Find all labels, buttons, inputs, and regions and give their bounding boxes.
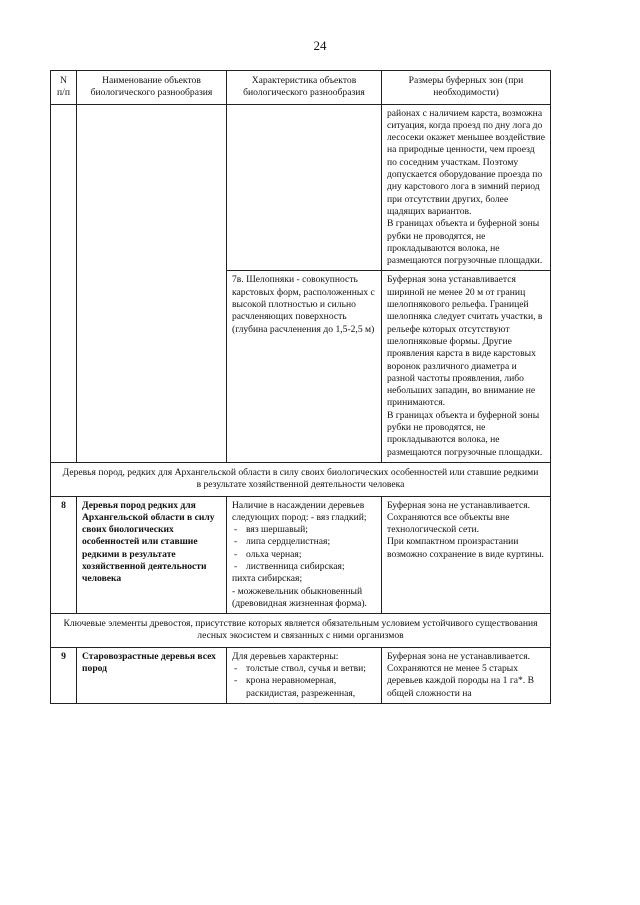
buffer-text: районах с наличием карста, возможна ситуация, когда проезд по дну лога до лесосеки окажет меньшее воздействие на природные ценности, чем проезд по соседним участкам. Поэтому допускается оборудование проезда по дну карстового лога в зимний период при отсутствии других, более щадящих вариантов. bbox=[387, 107, 545, 217]
cell-buffer-9 bbox=[382, 647, 551, 703]
cell-buffer-8 bbox=[382, 496, 551, 614]
section-row bbox=[51, 614, 551, 648]
cell-buffer-7v bbox=[382, 271, 551, 462]
cell-num-empty bbox=[51, 104, 77, 462]
section-heading-rare-species: Деревья пород, редких для Архангельской области в силу своих биологических особенностей или ставшие редкими в результате хозяйственной деятельности человека bbox=[51, 462, 551, 496]
header-num: N п/п bbox=[51, 71, 77, 105]
header-name: Наименование объектов биологического разнообразия bbox=[77, 71, 227, 105]
list-item: - вяз шершавый; bbox=[232, 524, 376, 536]
list-item: - крона неравномерная, раскидистая, разреженная, bbox=[232, 675, 376, 700]
list-item: - липа сердцелистная; bbox=[232, 536, 376, 548]
buffer-text-2: Сохраняются все объекты вне технологической сети. bbox=[387, 511, 510, 536]
char-after-1: пихта сибирская; bbox=[232, 573, 303, 585]
cell-name-9: Старовозрастные деревья всех пород bbox=[77, 647, 227, 703]
cell-num-9: 9 bbox=[51, 647, 77, 703]
buffer-text-3: При компактном произрастании возможно сохранение в виде куртины. bbox=[387, 536, 544, 560]
header-characteristics: Характеристика объектов биологического разнообразия bbox=[227, 71, 382, 105]
table-row bbox=[51, 496, 551, 614]
page-number: 24 bbox=[313, 38, 327, 53]
buffer-text: Буферная зона не устанавливается. bbox=[387, 650, 531, 662]
table-header-row bbox=[51, 71, 551, 105]
buffer-text: Буферная зона устанавливается шириной не менее 20 м от границ шелопнякового рельефа. Границей шелопняка следует считать участки, в рельефе которых отсутствуют шелопняковые формы. Другие проявления карста в виде карстовых воронок различного диаметра и разной частоты проявления, либо небольших западин, во внимание не принимаются. bbox=[387, 274, 543, 409]
buffer-text-2: В границах объекта и буферной зоны рубки не проводятся, не прокладываются волока, не размещаются погрузочные площадки. bbox=[387, 218, 543, 267]
cell-characteristics-7v: 7в. Шелопняки - совокупность карстовых форм, расположенных с высокой плотностью и сильно расчленяющих поверхность (глубина расчленения до 1,5-2,5 м) bbox=[227, 271, 382, 462]
char-list bbox=[232, 524, 376, 573]
section-heading-key-elements: Ключевые элементы древостоя, присутствие которых является обязательным условием устойчивого существования лесных экосистем и связанных с ними организмов bbox=[51, 614, 551, 648]
table-row bbox=[51, 647, 551, 703]
cell-characteristics-9 bbox=[227, 647, 382, 703]
char-intro: Для деревьев характерны: bbox=[232, 650, 339, 662]
list-item: - ольха черная; bbox=[232, 549, 376, 561]
table-row bbox=[51, 104, 551, 271]
cell-name-empty bbox=[77, 104, 227, 462]
char-after-2: - можжевельник обыкновенный (древовидная жизненная форма). bbox=[232, 585, 367, 609]
char-intro: Наличие в насаждении деревьев следующих пород: - вяз гладкий; bbox=[232, 499, 367, 523]
cell-num-8: 8 bbox=[51, 496, 77, 614]
buffer-text-2: В границах объекта и буферной зоны рубки не проводятся, не прокладываются волока, не размещаются погрузочные площадки. bbox=[387, 409, 543, 458]
buffer-text-2: Сохраняются не менее 5 старых деревьев каждой породы на 1 га*. В общей сложности на bbox=[387, 663, 535, 699]
cell-buffer-continuation bbox=[382, 104, 551, 271]
char-list bbox=[232, 663, 376, 700]
header-buffer: Размеры буферных зон (при необходимости) bbox=[382, 71, 551, 105]
buffer-text: Буферная зона не устанавливается. bbox=[387, 499, 531, 511]
list-item: - лиственница сибирская; bbox=[232, 561, 376, 573]
section-row bbox=[51, 462, 551, 496]
cell-characteristics-8 bbox=[227, 496, 382, 614]
cell-characteristics-empty bbox=[227, 104, 382, 271]
cell-name-8: Деревья пород редких для Архангельской области в силу своих биологических особенностей или ставшие редкими в результате хозяйственной деятельности человека bbox=[77, 496, 227, 614]
list-item: - толстые ствол, сучья и ветви; bbox=[232, 663, 376, 675]
biodiversity-table bbox=[50, 70, 551, 704]
